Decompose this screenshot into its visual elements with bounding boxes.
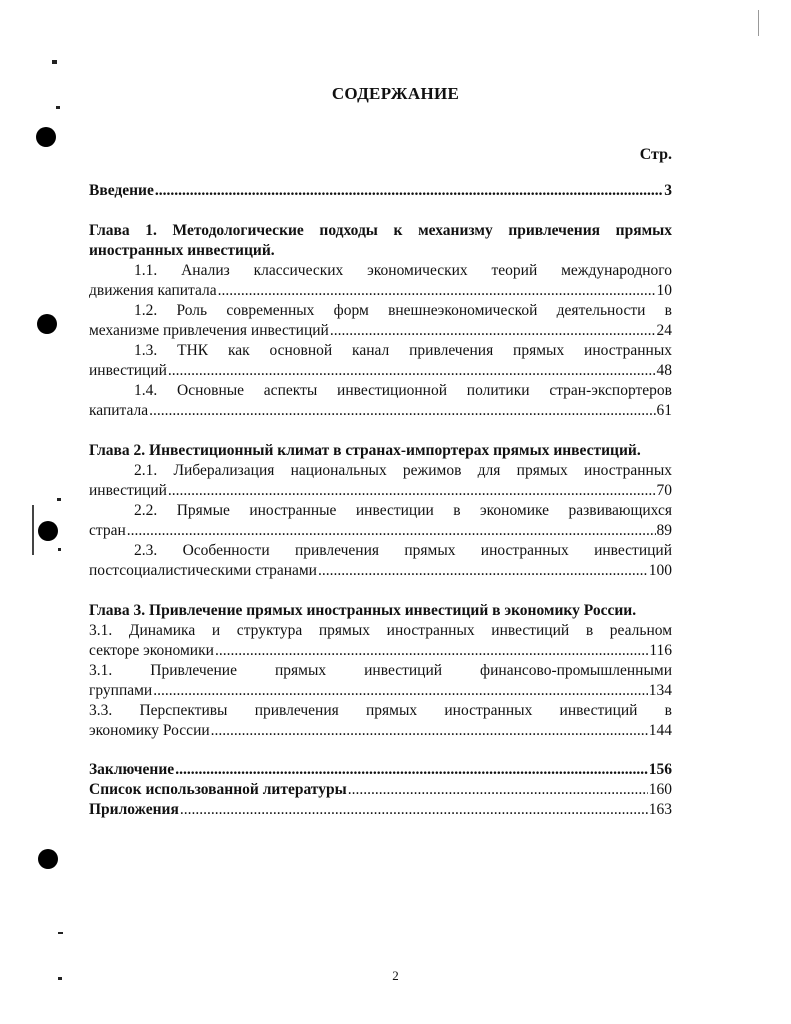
margin-mark (758, 10, 759, 36)
page-number: 2 (392, 968, 399, 983)
toc-chapter-3-title[interactable]: Глава 3. Привлечение прямых иностранных инвестиций в экономику России. (89, 602, 637, 619)
scan-speck (57, 498, 61, 501)
toc-item-2-3-line2[interactable]: постсоциалистическими странами ..... 100 (89, 561, 672, 581)
toc-item-3-3-line1[interactable]: 3.3. Перспективы привлечения прямых иностранных инвестиций в (89, 702, 672, 719)
scan-speck (58, 548, 61, 551)
toc-item-1-4-line2[interactable]: капитала ..... 61 (89, 401, 672, 421)
toc-item-1-1-line1[interactable]: 1.1. Анализ классических экономических теорий международного (134, 262, 672, 279)
page-column-header: Стр. (639, 146, 672, 163)
toc-item-2-1-line1[interactable]: 2.1. Либерализация национальных режимов для прямых иностранных (134, 462, 672, 479)
toc-chapter-1-title[interactable]: Глава 1. Методологические подходы к механизму привлечения прямых иностранных инвестиций. (89, 222, 672, 259)
toc-references[interactable]: Список использованной литературы ..... 160 (89, 780, 672, 800)
toc-chapter-2-title[interactable]: Глава 2. Инвестиционный климат в странах-импортерах прямых инвестиций. (89, 442, 641, 459)
toc-item-1-3-line2[interactable]: инвестиций ..... 48 (89, 361, 672, 381)
scan-speck (52, 60, 57, 64)
margin-mark (32, 505, 34, 555)
toc-item-3-3-line2[interactable]: экономику России ..... 144 (89, 721, 672, 741)
page-title: СОДЕРЖАНИЕ (331, 84, 460, 103)
scan-speck (56, 106, 60, 109)
punch-hole (37, 314, 57, 334)
scan-speck (58, 932, 63, 934)
toc-item-3-2-line2[interactable]: группами ..... 134 (89, 681, 672, 701)
toc-item-1-3-line1[interactable]: 1.3. ТНК как основной канал привлечения прямых иностранных (134, 342, 672, 359)
table-of-contents (89, 181, 672, 820)
toc-item-1-2-line1[interactable]: 1.2. Роль современных форм внешнеэкономической деятельности в (134, 302, 672, 319)
punch-hole (38, 521, 58, 541)
toc-item-1-2-line2[interactable]: механизме привлечения инвестиций ..... 24 (89, 321, 672, 341)
toc-item-3-2-line1[interactable]: 3.1. Привлечение прямых инвестиций финансово-промышленными (89, 662, 672, 679)
toc-intro[interactable]: Введение ..... 3 (89, 181, 672, 201)
toc-item-2-1-line2[interactable]: инвестиций ..... 70 (89, 481, 672, 501)
toc-item-2-2-line2[interactable]: стран ..... 89 (89, 521, 672, 541)
toc-item-2-2-line1[interactable]: 2.2. Прямые иностранные инвестиции в экономике развивающихся (134, 502, 672, 519)
toc-item-1-1-line2[interactable]: движения капитала ..... 10 (89, 281, 672, 301)
toc-appendix[interactable]: Приложения ..... 163 (89, 800, 672, 820)
punch-hole (36, 127, 56, 147)
toc-item-3-1-line1[interactable]: 3.1. Динамика и структура прямых иностранных инвестиций в реальном (89, 622, 672, 639)
toc-item-2-3-line1[interactable]: 2.3. Особенности привлечения прямых иностранных инвестиций (134, 542, 672, 559)
punch-hole (38, 849, 58, 869)
toc-item-3-1-line2[interactable]: секторе экономики ..... 116 (89, 641, 672, 661)
toc-conclusion[interactable]: Заключение ..... 156 (89, 760, 672, 780)
toc-item-1-4-line1[interactable]: 1.4. Основные аспекты инвестиционной политики стран-экспортеров (134, 382, 672, 399)
